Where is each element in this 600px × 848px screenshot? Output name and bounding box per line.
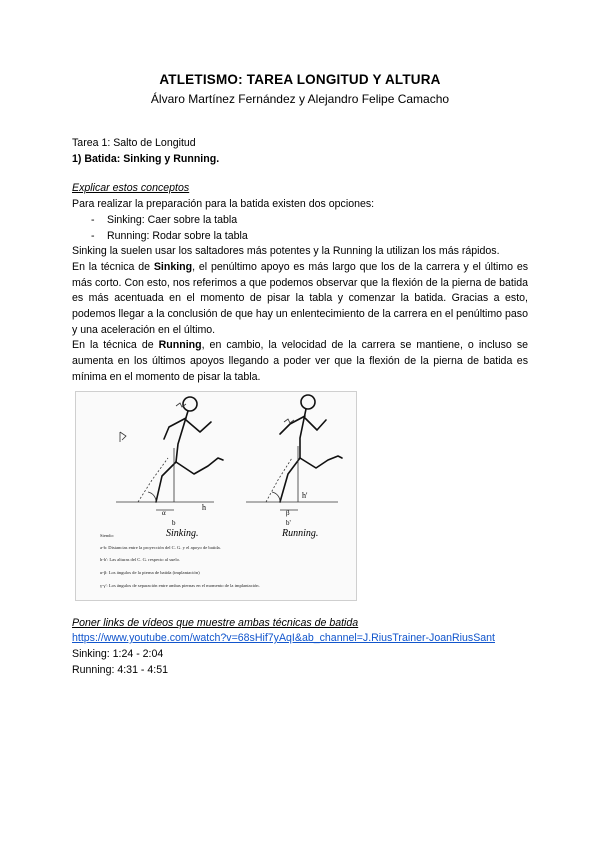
videos-heading: Poner links de vídeos que muestre ambas técnicas de batida bbox=[72, 616, 359, 629]
sinking-takeoff-leg bbox=[156, 462, 176, 502]
running-projection-line bbox=[266, 458, 292, 502]
motion-mark bbox=[176, 403, 186, 407]
running-head bbox=[301, 395, 315, 409]
caption-running: Running. bbox=[282, 527, 319, 539]
task-heading: 1) Batida: Sinking y Running. bbox=[72, 152, 220, 165]
concepts-summary: Sinking la suelen usar los saltadores más potentes y la Running la utilizan los más rápidos. bbox=[72, 245, 500, 258]
concepts-heading: Explicar estos conceptos bbox=[72, 182, 190, 195]
label-beta: β bbox=[286, 508, 290, 517]
sinking-paragraph: En la técnica de Sinking, el penúltimo apoyo es más largo que los de la carrera y el último es más corto. Con esto, nos referimos a que podemos observar que la flexión de la pierna de batida es más acentuada en el momento de pisar la tabla y comenzar la batida. Gracias a esto, podemos llegar a la conclusión de que hay un enlentecimiento de la carrera en el penúltimo paso y una aceleración en el último. bbox=[72, 260, 529, 336]
sinking-angle-arc bbox=[148, 492, 156, 502]
options-list bbox=[72, 213, 528, 244]
sinking-swing-leg bbox=[176, 458, 223, 474]
concepts-intro: Para realizar la preparación para la batida existen dos opciones: bbox=[72, 198, 375, 211]
sinking-head bbox=[183, 397, 197, 411]
running-takeoff-leg bbox=[280, 458, 300, 502]
running-angle-arc bbox=[272, 492, 280, 502]
legend-title: Siendo: bbox=[100, 532, 115, 538]
legend-item: h-h': Las alturas del C. G. respecto al suelo. bbox=[100, 556, 181, 562]
sinking-arms bbox=[164, 418, 211, 439]
legend-item: a-b: Distancias entre la proyección del C. G. y el apoyo de batida. bbox=[100, 544, 221, 550]
legend-item: γ-γ': Los ángulos de separación entre ambas piernas en el momento de la implantación. bbox=[100, 582, 260, 588]
spacer bbox=[72, 167, 528, 181]
technique-figure bbox=[75, 391, 357, 601]
running-swing-leg bbox=[300, 456, 342, 468]
caption-sinking: Sinking. bbox=[166, 527, 199, 539]
label-b: b bbox=[172, 518, 176, 527]
document-authors: Álvaro Martínez Fernández y Alejandro Felipe Camacho bbox=[150, 92, 450, 106]
running-term: Running bbox=[158, 339, 202, 352]
list-item: - Sinking: Caer sobre la tabla bbox=[91, 213, 528, 229]
list-item: - Running: Rodar sobre la tabla bbox=[91, 229, 528, 245]
label-alpha: α bbox=[162, 508, 166, 517]
running-timestamp: Running: 4:31 - 4:51 bbox=[72, 663, 169, 676]
document-title: ATLETISMO: TAREA LONGITUD Y ALTURA bbox=[159, 72, 441, 87]
label-b2: b' bbox=[286, 518, 291, 527]
label-h2: h' bbox=[302, 490, 308, 500]
label-h: h bbox=[202, 502, 206, 512]
sinking-term: Sinking bbox=[153, 260, 193, 273]
task-label: Tarea 1: Salto de Longitud bbox=[72, 137, 196, 149]
youtube-link[interactable]: https://www.youtube.com/watch?v=68sHif7yAqI&ab_channel=J.RiusTrainer-JoanRiusSant bbox=[72, 632, 495, 645]
cursor-mark bbox=[120, 432, 126, 442]
legend-item: α-β: Los ángulos de la pierna de batida (implantación) bbox=[100, 569, 200, 575]
sinking-projection-line bbox=[138, 458, 168, 502]
sinking-timestamp: Sinking: 1:24 - 2:04 bbox=[72, 647, 164, 660]
running-paragraph: En la técnica de Running, en cambio, la velocidad de la carrera se mantiene, o incluso se aumenta en los últimos apoyos llegando a poder ver que la flexión de la pierna de batida es mínima en el momento de pisar la tabla. bbox=[72, 339, 529, 383]
document-body bbox=[72, 136, 528, 678]
